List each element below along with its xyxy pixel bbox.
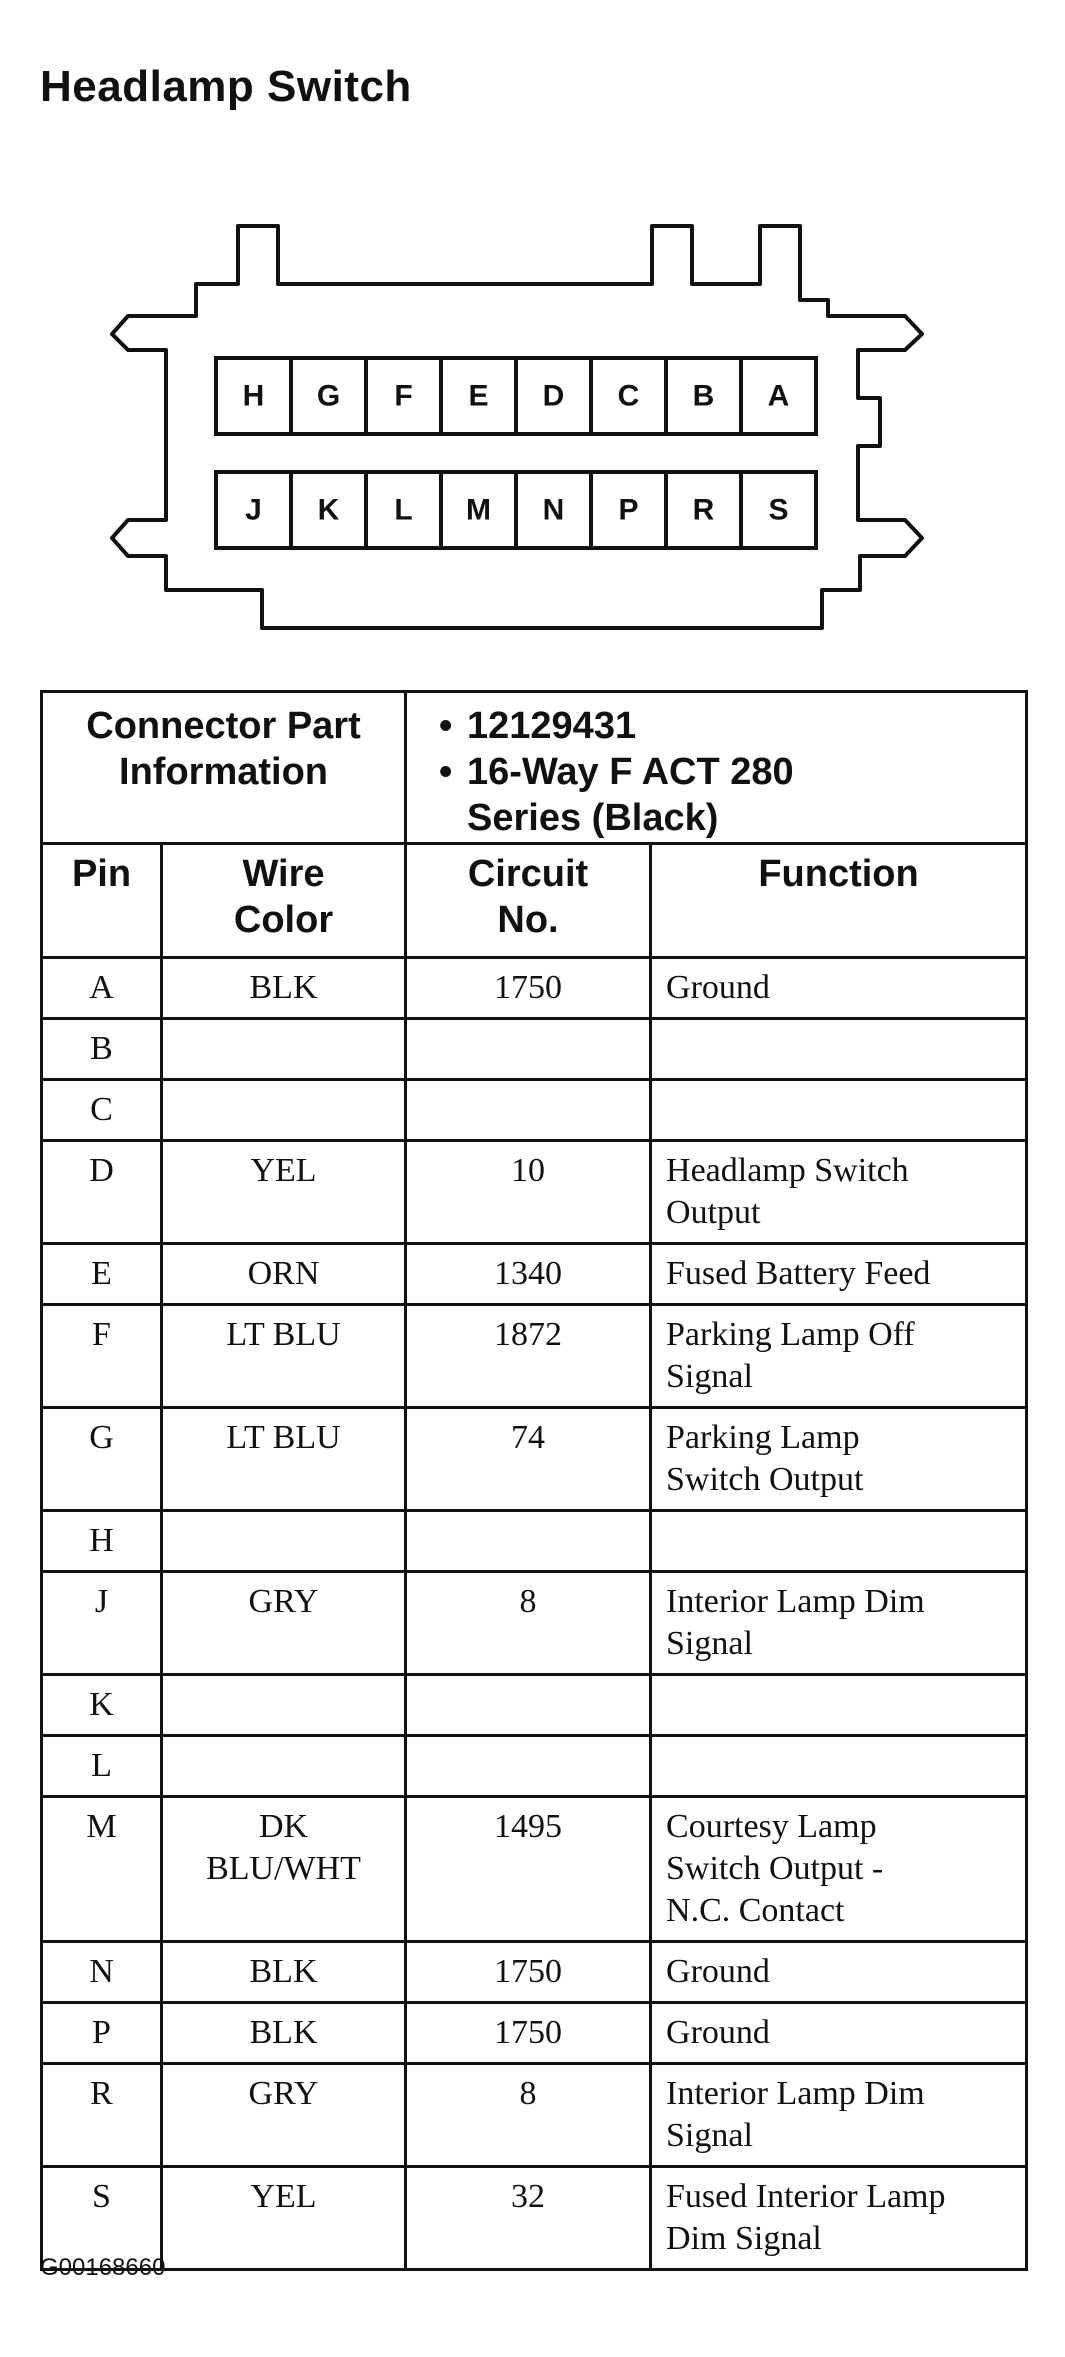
connector-pin-cavity <box>366 358 441 434</box>
function-text: Ground <box>666 969 770 1006</box>
connector-pin-cavity <box>441 358 516 434</box>
function-text: Parking Lamp Off <box>666 1316 915 1353</box>
circuit-number-cell <box>406 1511 651 1572</box>
header-circuit-no <box>406 844 651 958</box>
function-text: Interior Lamp Dim <box>666 1583 925 1620</box>
pin-cell: S <box>42 2167 162 2270</box>
connector-part-info-values <box>406 692 1027 844</box>
connector-pin-cavity <box>741 358 816 434</box>
connector-face-diagram <box>0 210 1065 660</box>
pin-cell: R <box>42 2064 162 2167</box>
connector-pin-cavity <box>441 472 516 548</box>
function-cell <box>651 1572 1027 1675</box>
wire-color-cell <box>162 1572 406 1675</box>
pin-cell: M <box>42 1797 162 1942</box>
part-number: • 12129431 <box>467 703 1025 749</box>
function-text: Courtesy Lamp <box>666 1808 877 1845</box>
function-cell <box>651 1141 1027 1244</box>
header-wire-color <box>162 844 406 958</box>
connector-pin-letter: L <box>394 493 413 527</box>
connector-pin-letter: C <box>617 379 640 413</box>
wire-color-cell <box>162 1080 406 1141</box>
wire-color-cell <box>162 1305 406 1408</box>
circuit-number-cell: 1495 <box>406 1797 651 1942</box>
connector-pin-letter: P <box>618 493 639 527</box>
function-text: Signal <box>666 1358 753 1395</box>
table-row <box>42 1019 1027 1080</box>
header-circuit-line: No. <box>497 899 559 941</box>
wire-color-text: YEL <box>250 1152 317 1189</box>
wire-color-text: LT BLU <box>226 1419 341 1456</box>
connector-bottom-row <box>216 472 816 548</box>
connector-pin-cavity <box>516 472 591 548</box>
table-row <box>42 1511 1027 1572</box>
function-text: Ground <box>666 1953 770 1990</box>
wire-color-cell <box>162 1511 406 1572</box>
circuit-number-cell: 8 <box>406 1572 651 1675</box>
function-cell <box>651 1797 1027 1942</box>
function-text: Switch Output - <box>666 1850 884 1887</box>
circuit-number-cell: 74 <box>406 1408 651 1511</box>
pin-cell: K <box>42 1675 162 1736</box>
function-text: Headlamp Switch <box>666 1152 909 1189</box>
connector-pin-cavity <box>291 358 366 434</box>
circuit-number-cell: 1750 <box>406 958 651 1019</box>
pin-cell: A <box>42 958 162 1019</box>
connector-pin-letter: B <box>692 379 715 413</box>
function-cell <box>651 2003 1027 2064</box>
function-text: Parking Lamp <box>666 1419 860 1456</box>
info-label-line: Connector Part <box>86 705 361 747</box>
pinout-rows <box>42 958 1027 2270</box>
page-title: Headlamp Switch <box>40 62 412 111</box>
connector-pin-cavity <box>591 358 666 434</box>
wire-color-cell <box>162 1675 406 1736</box>
function-text: Signal <box>666 2117 753 2154</box>
pin-cell: H <box>42 1511 162 1572</box>
connector-pin-letter: G <box>316 379 341 413</box>
header-circuit-line: Circuit <box>467 853 589 895</box>
pin-cell: N <box>42 1942 162 2003</box>
circuit-number-cell: 1750 <box>406 1942 651 2003</box>
pin-cell: C <box>42 1080 162 1141</box>
function-text: Output <box>666 1194 761 1231</box>
circuit-number-cell: 1340 <box>406 1244 651 1305</box>
connector-pin-cavity <box>666 358 741 434</box>
connector-pin-letter: R <box>692 493 715 527</box>
table-row <box>42 1305 1027 1408</box>
connector-pinout-table <box>40 690 1028 2271</box>
info-label-line: Information <box>119 751 328 793</box>
wire-color-text: ORN <box>247 1255 320 1292</box>
connector-pin-cavity <box>516 358 591 434</box>
connector-type: • 16-Way F ACT 280 <box>467 749 1025 795</box>
pin-cell: P <box>42 2003 162 2064</box>
function-text: Ground <box>666 2014 770 2051</box>
function-text: Fused Battery Feed <box>666 1255 931 1292</box>
function-cell <box>651 1736 1027 1797</box>
connector-series: Series (Black) <box>467 797 719 839</box>
function-text: Interior Lamp Dim <box>666 2075 925 2112</box>
wire-color-text: YEL <box>250 2178 317 2215</box>
header-pin-label: Pin <box>71 853 132 895</box>
connector-pin-letter: F <box>394 379 413 413</box>
connector-pin-cavity <box>291 472 366 548</box>
table-row <box>42 2167 1027 2270</box>
wire-color-text: BLU/WHT <box>206 1850 361 1887</box>
circuit-number-cell <box>406 1736 651 1797</box>
connector-pin-cavity <box>216 358 291 434</box>
wire-color-cell <box>162 1942 406 2003</box>
function-cell <box>651 1408 1027 1511</box>
table-row <box>42 2064 1027 2167</box>
function-cell <box>651 1080 1027 1141</box>
connector-pin-letter: K <box>317 493 340 527</box>
wire-color-cell <box>162 2064 406 2167</box>
wire-color-cell <box>162 958 406 1019</box>
wire-color-text: LT BLU <box>226 1316 341 1353</box>
wire-color-cell <box>162 1019 406 1080</box>
wire-color-text: GRY <box>248 1583 319 1620</box>
wire-color-cell <box>162 2003 406 2064</box>
connector-part-info-label <box>42 692 406 844</box>
pin-cell: E <box>42 1244 162 1305</box>
wire-color-cell <box>162 1244 406 1305</box>
pin-cell: J <box>42 1572 162 1675</box>
wire-color-text: BLK <box>249 1953 318 1990</box>
table-row <box>42 1942 1027 2003</box>
connector-pin-letter: A <box>767 379 790 413</box>
circuit-number-cell <box>406 1675 651 1736</box>
circuit-number-cell: 10 <box>406 1141 651 1244</box>
function-cell <box>651 2064 1027 2167</box>
circuit-number-cell: 32 <box>406 2167 651 2270</box>
function-text: N.C. Contact <box>666 1892 845 1929</box>
connector-pin-cavity <box>216 472 291 548</box>
wire-color-cell <box>162 1141 406 1244</box>
function-cell <box>651 1019 1027 1080</box>
header-wire-color-line: Wire <box>242 853 325 895</box>
table-row <box>42 1141 1027 1244</box>
connector-pin-letter: N <box>542 493 565 527</box>
wire-color-text: BLK <box>249 2014 318 2051</box>
table-row <box>42 958 1027 1019</box>
table-row <box>42 1675 1027 1736</box>
wire-color-cell <box>162 2167 406 2270</box>
function-cell <box>651 1511 1027 1572</box>
function-cell <box>651 958 1027 1019</box>
wire-color-text: BLK <box>249 969 318 1006</box>
table-row <box>42 1080 1027 1141</box>
connector-info-row <box>42 692 1027 844</box>
pin-cell: F <box>42 1305 162 1408</box>
connector-pin-cavity <box>666 472 741 548</box>
connector-top-row <box>216 358 816 434</box>
connector-pin-letter: M <box>466 493 491 527</box>
wire-color-text: DK <box>258 1808 309 1845</box>
connector-pin-letter: H <box>242 379 265 413</box>
circuit-number-cell <box>406 1080 651 1141</box>
pin-cell: L <box>42 1736 162 1797</box>
wire-color-text: GRY <box>248 2075 319 2112</box>
circuit-number-cell <box>406 1019 651 1080</box>
table-row <box>42 1736 1027 1797</box>
function-text: Fused Interior Lamp <box>666 2178 946 2215</box>
table-row <box>42 1244 1027 1305</box>
circuit-number-cell: 1750 <box>406 2003 651 2064</box>
pin-cell: G <box>42 1408 162 1511</box>
header-wire-color-line: Color <box>233 899 334 941</box>
connector-pin-letter: D <box>542 379 565 413</box>
column-header-row <box>42 844 1027 958</box>
wire-color-cell <box>162 1736 406 1797</box>
figure-code: G00168660 <box>40 2254 166 2281</box>
connector-pin-letter: S <box>768 493 789 527</box>
function-cell <box>651 1305 1027 1408</box>
table-row <box>42 1408 1027 1511</box>
function-cell <box>651 2167 1027 2270</box>
function-text: Dim Signal <box>666 2220 822 2257</box>
header-pin <box>42 844 162 958</box>
table-row <box>42 1797 1027 1942</box>
function-cell <box>651 1942 1027 2003</box>
circuit-number-cell: 1872 <box>406 1305 651 1408</box>
pin-cell: B <box>42 1019 162 1080</box>
table-row <box>42 1572 1027 1675</box>
connector-pin-letter: E <box>468 379 489 413</box>
function-text: Signal <box>666 1625 753 1662</box>
circuit-number-cell: 8 <box>406 2064 651 2167</box>
wire-color-cell <box>162 1408 406 1511</box>
header-function <box>651 844 1027 958</box>
pin-cell: D <box>42 1141 162 1244</box>
wire-color-cell <box>162 1797 406 1942</box>
connector-pin-letter: J <box>245 493 262 527</box>
function-cell <box>651 1244 1027 1305</box>
table-row <box>42 2003 1027 2064</box>
connector-pin-cavity <box>741 472 816 548</box>
header-function-label: Function <box>758 853 919 895</box>
function-cell <box>651 1675 1027 1736</box>
function-text: Switch Output <box>666 1461 864 1498</box>
connector-pin-cavity <box>366 472 441 548</box>
connector-pin-cavity <box>591 472 666 548</box>
